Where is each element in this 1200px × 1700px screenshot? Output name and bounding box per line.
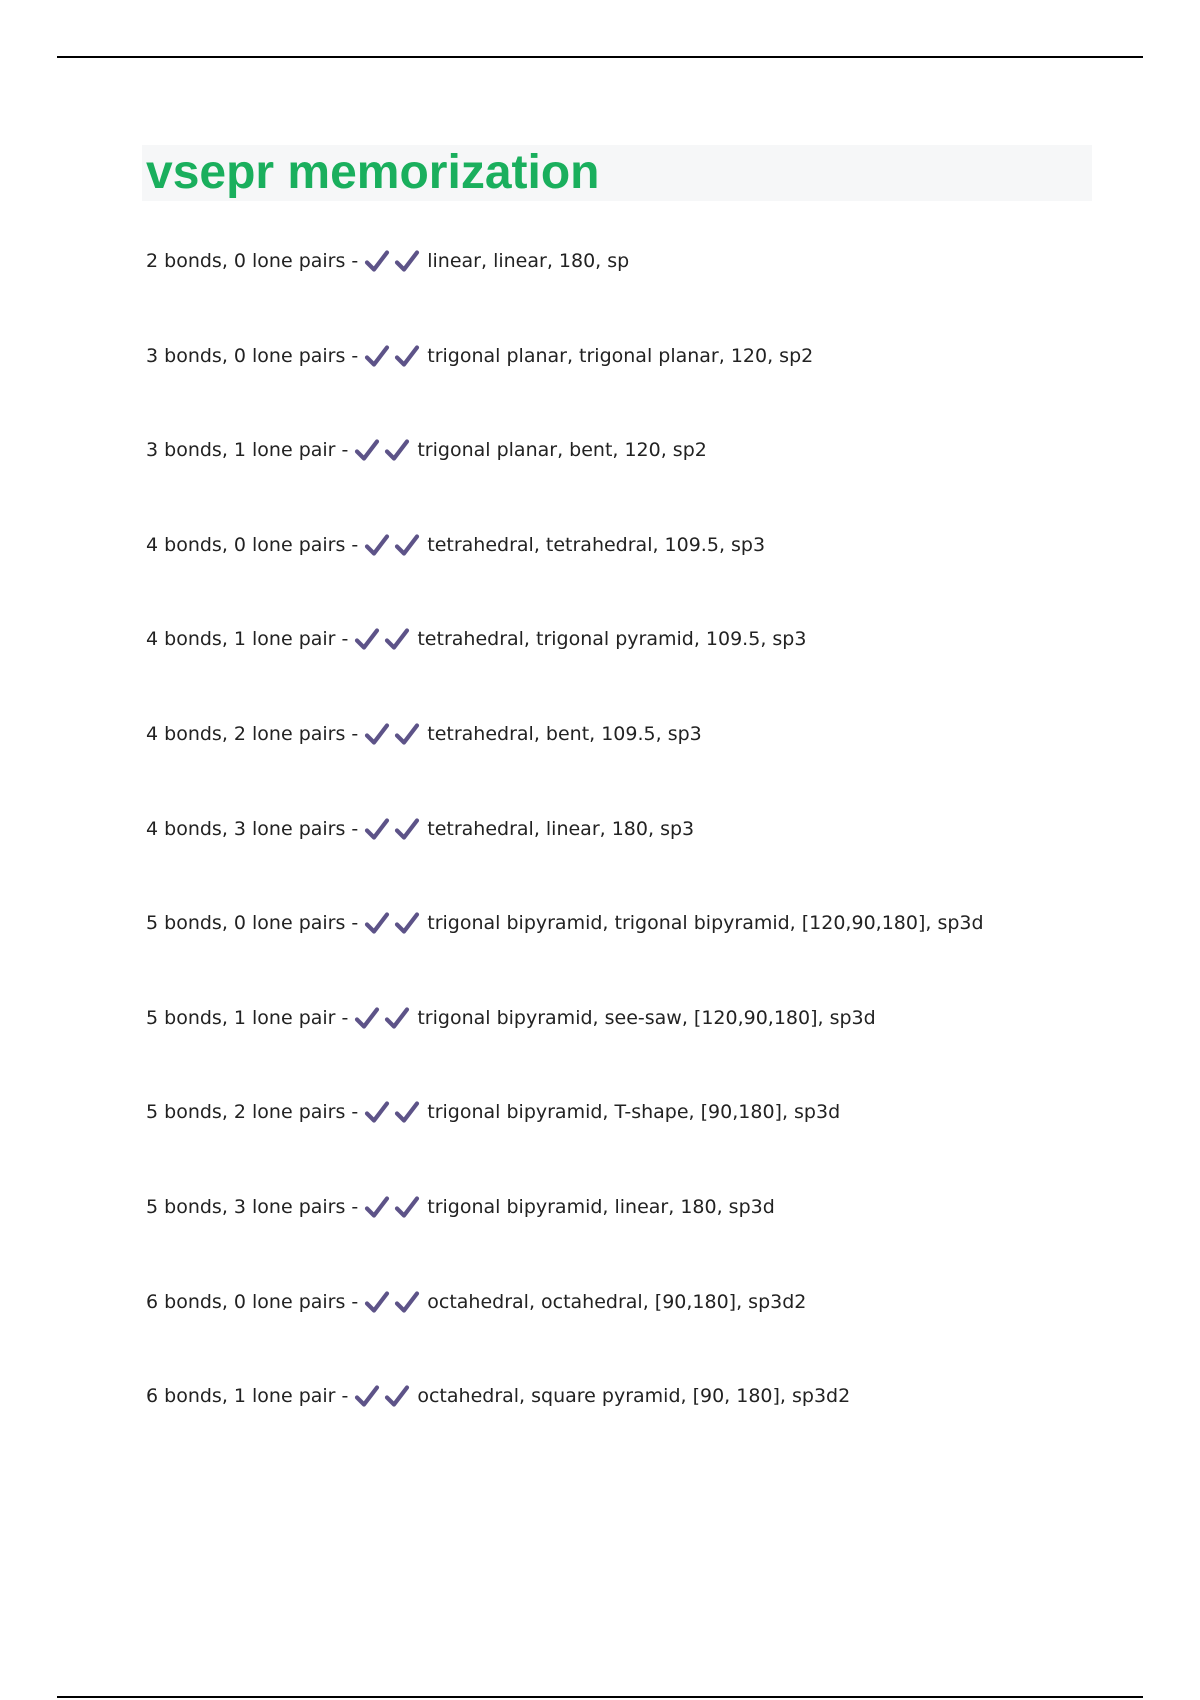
checkmark-icon (394, 910, 420, 936)
card-definition: octahedral, octahedral, [90,180], sp3d2 (427, 1290, 807, 1313)
checkmarks (364, 1282, 424, 1322)
card-term: 4 bonds, 3 lone pairs (146, 817, 346, 840)
card-term: 4 bonds, 0 lone pairs (146, 533, 346, 556)
checkmark-icon (354, 626, 380, 652)
card-term: 5 bonds, 2 lone pairs (146, 1101, 346, 1124)
term-separator: - (351, 1101, 359, 1124)
checkmarks (354, 1376, 414, 1416)
flashcard-row (146, 714, 1146, 809)
checkmarks (364, 241, 424, 281)
checkmark-icon (354, 1383, 380, 1409)
flashcard-row (146, 903, 1146, 998)
flashcard-row (146, 1187, 1146, 1282)
card-definition: tetrahedral, tetrahedral, 109.5, sp3 (427, 533, 766, 556)
flashcard-row (146, 998, 1146, 1093)
flashcard-row (146, 1282, 1146, 1377)
checkmark-icon (364, 721, 390, 747)
flashcard-row (146, 619, 1146, 714)
card-term: 3 bonds, 0 lone pairs (146, 344, 346, 367)
term-separator: - (351, 912, 359, 935)
checkmark-icon (394, 343, 420, 369)
checkmark-icon (384, 1383, 410, 1409)
checkmarks (364, 809, 424, 849)
card-term: 2 bonds, 0 lone pairs (146, 250, 346, 272)
card-term: 5 bonds, 1 lone pair (146, 1006, 336, 1029)
term-separator: - (341, 1385, 349, 1408)
checkmarks (364, 714, 424, 754)
checkmarks (364, 336, 424, 376)
checkmarks (364, 1092, 424, 1132)
checkmark-icon (364, 910, 390, 936)
checkmark-icon (364, 248, 390, 274)
card-definition: trigonal bipyramid, T-shape, [90,180], sp3d (427, 1101, 841, 1124)
flashcard-row (146, 1092, 1146, 1187)
checkmark-icon (394, 1099, 420, 1125)
checkmark-icon (394, 721, 420, 747)
card-list (146, 241, 1146, 1471)
card-definition: trigonal bipyramid, see-saw, [120,90,180], sp3d (417, 1006, 876, 1029)
flashcard-row (146, 525, 1146, 620)
flashcard-row (146, 430, 1146, 525)
checkmark-icon (364, 532, 390, 558)
card-term: 6 bonds, 0 lone pairs (146, 1290, 346, 1313)
checkmark-icon (364, 1099, 390, 1125)
checkmarks (364, 903, 424, 943)
card-term: 3 bonds, 1 lone pair (146, 439, 336, 462)
flashcard-row (146, 809, 1146, 904)
term-separator: - (351, 1195, 359, 1218)
checkmarks (354, 998, 414, 1038)
card-term: 4 bonds, 2 lone pairs (146, 722, 346, 745)
card-definition: tetrahedral, linear, 180, sp3 (427, 817, 695, 840)
term-separator: - (351, 1290, 359, 1313)
checkmark-icon (354, 1005, 380, 1031)
top-rule (57, 56, 1143, 58)
checkmarks (364, 1187, 424, 1227)
checkmark-icon (394, 1289, 420, 1315)
card-definition: linear, linear, 180, sp (427, 250, 630, 272)
checkmark-icon (354, 437, 380, 463)
checkmark-icon (364, 1194, 390, 1220)
bottom-rule (57, 1696, 1143, 1698)
card-term: 4 bonds, 1 lone pair (146, 628, 336, 651)
checkmark-icon (364, 1289, 390, 1315)
card-definition: trigonal planar, bent, 120, sp2 (417, 439, 707, 462)
card-definition: tetrahedral, bent, 109.5, sp3 (427, 722, 702, 745)
term-separator: - (341, 628, 349, 651)
page-title: vsepr memorization (146, 146, 600, 199)
card-definition: trigonal bipyramid, trigonal bipyramid, [120,90,180], sp3d (427, 912, 984, 935)
card-definition: octahedral, square pyramid, [90, 180], sp3d2 (417, 1385, 851, 1408)
term-separator: - (351, 722, 359, 745)
card-definition: trigonal bipyramid, linear, 180, sp3d (427, 1195, 775, 1218)
term-separator: - (341, 439, 349, 462)
card-term: 5 bonds, 3 lone pairs (146, 1195, 346, 1218)
term-separator: - (351, 533, 359, 556)
card-term: 6 bonds, 1 lone pair (146, 1385, 336, 1408)
checkmark-icon (394, 816, 420, 842)
term-separator: - (351, 344, 359, 367)
checkmarks (364, 525, 424, 565)
checkmark-icon (364, 816, 390, 842)
checkmark-icon (394, 1194, 420, 1220)
term-separator: - (351, 817, 359, 840)
checkmark-icon (384, 1005, 410, 1031)
card-term: 5 bonds, 0 lone pairs (146, 912, 346, 935)
checkmark-icon (384, 626, 410, 652)
term-separator: - (341, 1006, 349, 1029)
flashcard-row (146, 336, 1146, 431)
flashcard-row (146, 241, 1146, 336)
checkmarks (354, 430, 414, 470)
checkmark-icon (384, 437, 410, 463)
flashcard-row (146, 1376, 1146, 1471)
card-definition: trigonal planar, trigonal planar, 120, sp2 (427, 344, 814, 367)
checkmark-icon (364, 343, 390, 369)
card-definition: tetrahedral, trigonal pyramid, 109.5, sp3 (417, 628, 807, 651)
checkmark-icon (394, 532, 420, 558)
checkmarks (354, 619, 414, 659)
checkmark-icon (394, 248, 420, 274)
term-separator: - (351, 250, 359, 272)
